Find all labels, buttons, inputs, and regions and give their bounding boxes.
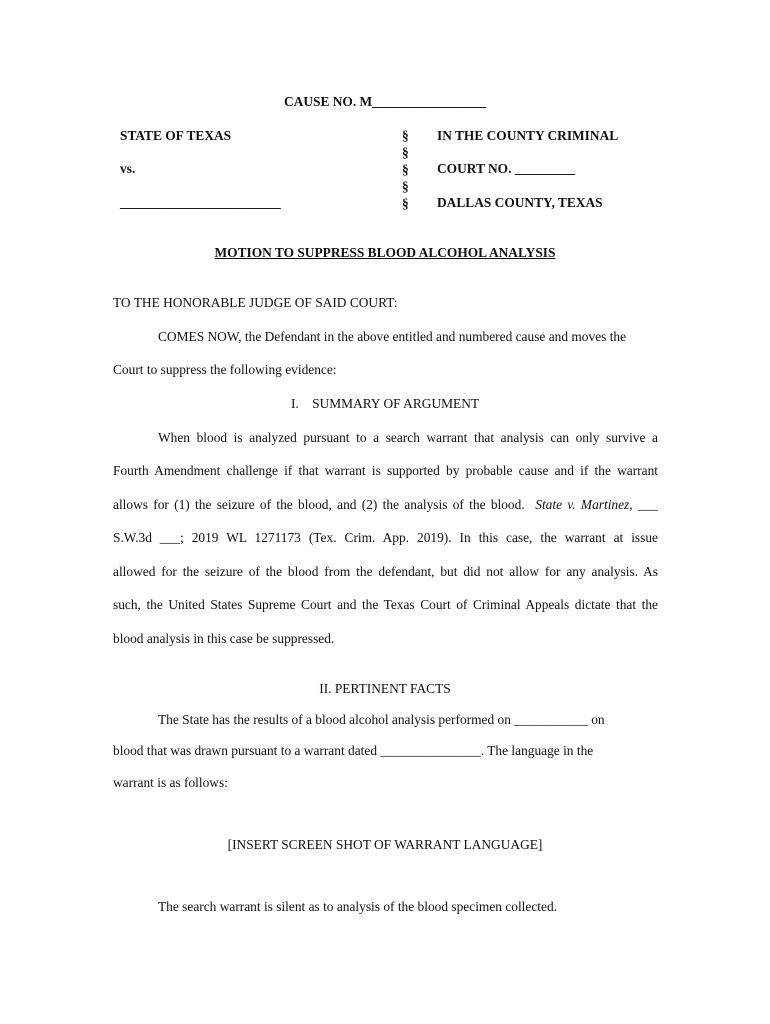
defendant-blank: ________________________ — [120, 195, 281, 210]
paragraph-line: warrant is as follows: — [113, 775, 228, 790]
paragraph-line — [113, 497, 658, 513]
section-symbol: § — [402, 128, 409, 143]
section-symbol: § — [402, 179, 409, 194]
paragraph-line: The search warrant is silent as to analysis of the blood specimen collected. — [158, 899, 557, 914]
section-heading-text: I. SUMMARY OF ARGUMENT — [290, 396, 480, 411]
court-number: COURT NO. _________ — [437, 161, 576, 176]
intro-line: Court to suppress the following evidence: — [113, 362, 337, 377]
case-citation: State v. Martinez — [535, 497, 630, 512]
salutation: TO THE HONORABLE JUDGE OF SAID COURT: — [113, 295, 398, 310]
intro-line: COMES NOW, the Defendant in the above entitled and numbered cause and moves the — [158, 329, 627, 344]
motion-title: MOTION TO SUPPRESS BLOOD ALCOHOL ANALYSIS — [214, 245, 556, 260]
section-symbol: § — [402, 196, 409, 211]
paragraph-line: blood analysis in this case be suppressed. — [113, 631, 335, 646]
paragraph-text: , ___ — [629, 497, 658, 512]
paragraph-line: The State has the results of a blood alcohol analysis performed on ___________ on — [158, 712, 605, 727]
section-heading-facts: II. PERTINENT FACTS — [319, 681, 451, 696]
court-county: DALLAS COUNTY, TEXAS — [437, 195, 603, 210]
paragraph-line: When blood is analyzed pursuant to a search warrant that analysis can only survive a — [158, 430, 658, 445]
party-state: STATE OF TEXAS — [120, 128, 232, 143]
paragraph-line: allowed for the seizure of the blood from the defendant, but did not allow for any analysis. As — [113, 564, 658, 579]
section-heading-summary — [0, 396, 770, 412]
paragraph-line: blood that was drawn pursuant to a warrant dated _______________. The language in the — [113, 743, 594, 758]
cause-number: CAUSE NO. M_________________ — [284, 94, 486, 109]
paragraph-line: Fourth Amendment challenge if that warrant is supported by probable cause and if the warrant — [113, 463, 658, 478]
party-vs: vs. — [120, 161, 136, 176]
paragraph-line: S.W.3d ___; 2019 WL 1271173 (Tex. Crim. App. 2019). In this case, the warrant at issue — [113, 530, 658, 545]
paragraph-text: allows for (1) the seizure of the blood, and (2) the analysis of the blood. — [113, 497, 525, 512]
insert-placeholder: [INSERT SCREEN SHOT OF WARRANT LANGUAGE] — [227, 837, 543, 852]
section-symbol: § — [402, 145, 409, 160]
paragraph-line: such, the United States Supreme Court and the Texas Court of Criminal Appeals dictate that the — [113, 597, 658, 612]
section-symbol: § — [402, 162, 409, 177]
court-name-line1: IN THE COUNTY CRIMINAL — [437, 128, 619, 143]
